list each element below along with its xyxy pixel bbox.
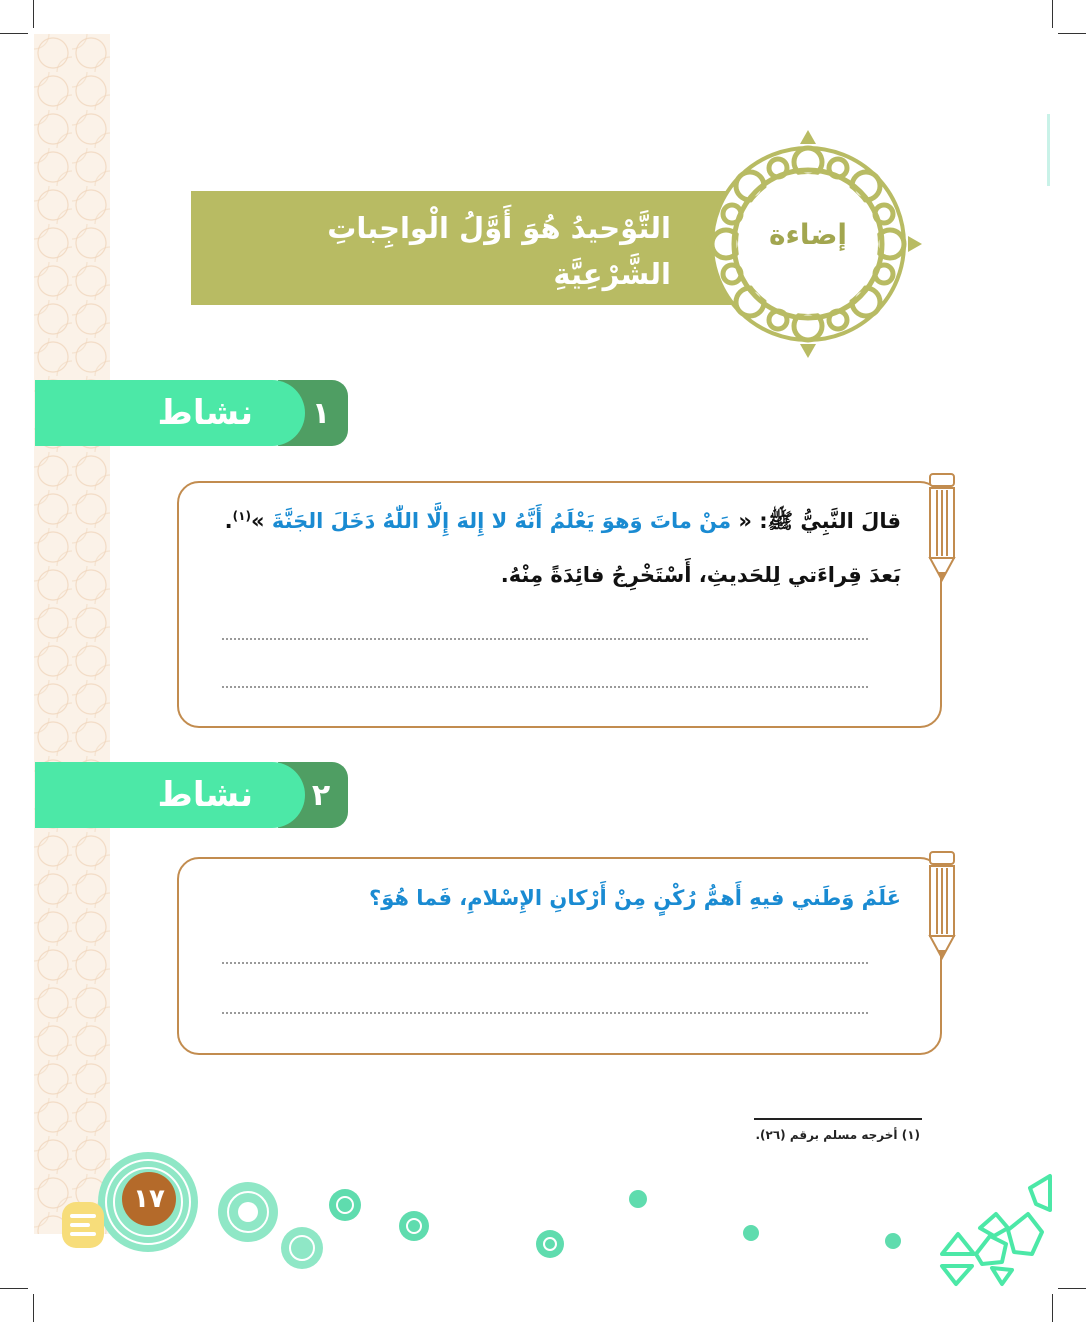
flower-ornament-icon <box>398 1210 430 1242</box>
hadith-open-quote: « <box>731 509 752 533</box>
illumination-banner <box>191 191 751 337</box>
side-pattern-strip <box>34 34 110 1234</box>
activity-1-title: نشاط <box>35 380 305 446</box>
activity-1-number: ١ <box>278 380 348 446</box>
flower-ornament-icon <box>742 1224 760 1242</box>
flower-ornament-icon <box>535 1229 565 1259</box>
crop-mark <box>0 1288 28 1289</box>
hadith-intro: قالَ النَّبِيُّ ﷺ: <box>751 509 901 533</box>
flower-ornament-icon <box>216 1180 280 1244</box>
footnote: (١) أخرجه مسلم برقم (٢٦). <box>755 1128 920 1142</box>
illumination-label: إضاءة <box>768 218 847 251</box>
hadith-reference: (١) <box>232 509 251 523</box>
crop-mark <box>1058 33 1086 34</box>
activity-1-instruction: بَعدَ قِراءَتي لِلحَديثِ، أَسْتَخْرِجُ فائِدَةً مِنْهُ. <box>500 563 901 587</box>
hadith-end: . <box>224 509 233 533</box>
flower-ornament-icon <box>628 1189 648 1209</box>
illumination-line-1: التَّوْحيدُ هُوَ أَوَّلُ الْواجِباتِ الشَّرْعِيَّةِ <box>327 211 671 291</box>
activity-2-title: نشاط <box>35 762 305 828</box>
crop-mark <box>33 0 34 28</box>
crop-mark <box>1052 0 1053 28</box>
flower-ornament-icon <box>328 1188 362 1222</box>
activity-2-tab <box>35 762 348 828</box>
hadith-close-quote: » <box>250 509 272 533</box>
crop-mark <box>1052 1294 1053 1322</box>
activity-2-question: عَلَمُ وَطَني فيهِ أَهمُّ رُكْنٍ مِنْ أَرْكانِ الإِسْلامِ، فَما هُوَ؟ <box>369 886 901 910</box>
flower-ornament-icon <box>280 1226 324 1270</box>
answer-line[interactable] <box>222 1012 868 1014</box>
geometric-ornament-icon <box>936 1170 1052 1290</box>
page-edge-accent <box>1047 114 1050 186</box>
crop-mark <box>33 1294 34 1322</box>
crop-mark <box>1058 1288 1086 1289</box>
activity-1-tab <box>35 380 348 446</box>
answer-line[interactable] <box>222 686 868 688</box>
answer-line[interactable] <box>222 638 868 640</box>
pencil-icon <box>928 470 956 582</box>
hadith-text: مَنْ ماتَ وَهوَ يَعْلَمُ أَنَّهُ لا إِلهَ إِلَّا اللّٰهُ دَخَلَ الجَنَّةَ <box>271 509 732 533</box>
answer-line[interactable] <box>222 962 868 964</box>
illumination-line-2: عَلى الإِنْسانِ. <box>481 303 671 337</box>
flower-ornament-icon <box>884 1232 902 1250</box>
footnote-rule <box>754 1118 922 1120</box>
page-number: ١٧ <box>122 1172 176 1226</box>
hadith-sentence <box>225 508 901 539</box>
activity-2-number: ٢ <box>278 762 348 828</box>
app-logo-icon <box>58 1198 108 1252</box>
crop-mark <box>0 33 28 34</box>
pencil-icon <box>928 848 956 960</box>
